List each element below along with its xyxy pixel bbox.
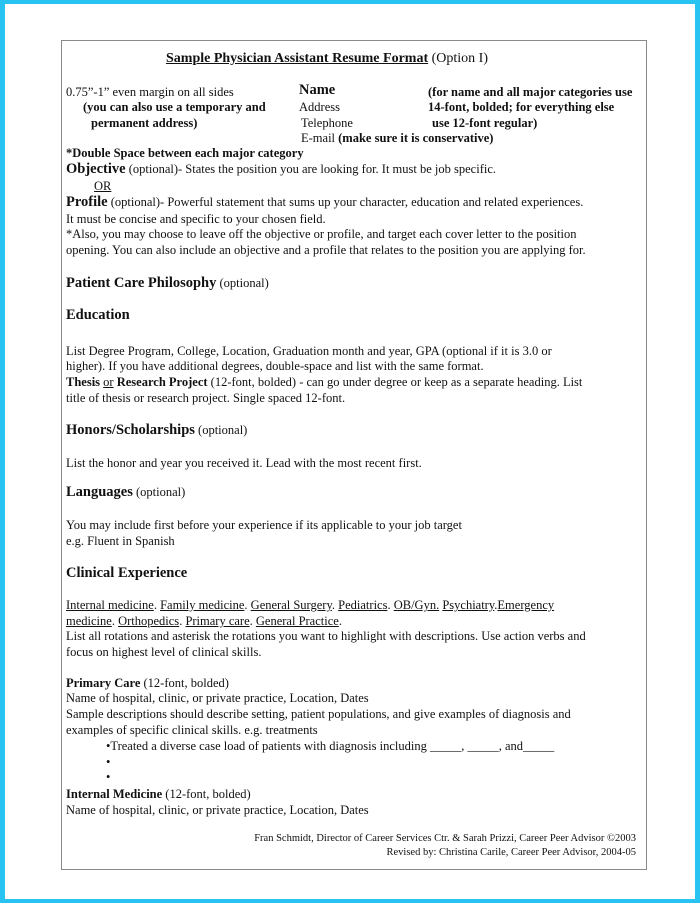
font-note-line3: use 12-font regular) [432, 116, 538, 130]
or-label: OR [94, 179, 112, 193]
thesis-label: Thesis [66, 375, 101, 389]
patient-care-line [66, 275, 269, 291]
languages-line [66, 484, 185, 500]
thesis-text: (12-font, bolded) - can go under degree or keep as a separate heading. List [207, 375, 583, 389]
patient-care-suffix: (optional) [216, 276, 269, 290]
bullet-item: • [106, 755, 111, 769]
double-space-note: *Double Space between each major category [66, 146, 304, 160]
objective-text: (optional)- States the position you are looking for. It must be job specific. [125, 162, 497, 176]
languages-line1: You may include first before your experience if its applicable to your job target [66, 518, 462, 532]
header-name: Name [299, 82, 336, 98]
education-heading: Education [66, 307, 130, 323]
rotations-line2: medicine. Orthopedics. Primary care. General Practice. [66, 614, 342, 628]
honors-text: List the honor and year you received it. Lead with the most recent first. [66, 456, 422, 470]
languages-heading: Languages [66, 484, 133, 500]
profile-text2: It must be concise and specific to your chosen field. [66, 212, 326, 226]
clinical-line3: List all rotations and asterisk the rotations you want to highlight with descriptions. Use action verbs and [66, 629, 586, 643]
primary-care-line2: Sample descriptions should describe setting, patient populations, and give examples of diagnosis and [66, 707, 571, 721]
objective-line [66, 161, 496, 177]
header-email: E-mail [301, 131, 336, 145]
header-address: Address [299, 100, 340, 114]
bullet-item: •Treated a diverse case load of patients with diagnosis including _____, _____, and_____ [106, 739, 555, 753]
thesis-or: or [103, 375, 114, 389]
title-option: (Option I) [428, 51, 489, 66]
clinical-heading: Clinical Experience [66, 565, 188, 581]
rotation-item: General Practice [255, 614, 339, 628]
rotation-item: Pediatrics [338, 598, 388, 612]
rotations-line1: Internal medicine. Family medicine. General Surgery. Pediatrics. OB/Gyn. Psychiatry.Emergency [66, 598, 555, 612]
header-telephone: Telephone [301, 116, 353, 130]
profile-heading: Profile [66, 194, 108, 210]
honors-heading: Honors/Scholarships [66, 422, 195, 438]
rotation-item: Psychiatry [442, 598, 495, 612]
rotation-item: Family medicine [160, 598, 245, 612]
font-note-line1: (for name and all major categories use [428, 85, 633, 99]
education-line1: List Degree Program, College, Location, Graduation month and year, GPA (optional if it is 3.0 or [66, 344, 552, 358]
document-title: Sample Physician Assistant Resume Format [166, 51, 429, 66]
education-thesis-line [66, 374, 582, 390]
footer-line2: Revised by: Christina Carile, Career Peer Advisor, 2004-05 [386, 847, 636, 858]
margin-note-line3: permanent address) [91, 116, 198, 130]
internal-medicine-line1: Name of hospital, clinic, or private practice, Location, Dates [66, 803, 369, 817]
primary-care-suffix: (12-font, bolded) [140, 676, 229, 690]
document-page [5, 4, 695, 899]
primary-care-heading: Primary Care [66, 676, 141, 690]
languages-line2: e.g. Fluent in Spanish [66, 534, 175, 548]
rotation-item: Primary care [185, 614, 250, 628]
rotation-item-emergency: Emergency [497, 598, 555, 612]
header-email-note: (make sure it is conservative) [335, 131, 494, 145]
rotation-item: Internal medicine [66, 598, 154, 612]
education-line4: title of thesis or research project. Single spaced 12-font. [66, 391, 346, 405]
objective-heading: Objective [66, 161, 126, 177]
margin-note-line2: (you can also use a temporary and [83, 100, 266, 114]
honors-suffix: (optional) [194, 423, 248, 437]
education-line2: higher). If you have additional degrees, double-space and list with the same format. [66, 359, 484, 373]
profile-text4: opening. You can also include an objective and a profile that relates to the position you are applying for. [66, 243, 586, 257]
internal-medicine-line [66, 786, 251, 802]
rotation-item: General Surgery [250, 598, 332, 612]
profile-line [66, 194, 583, 210]
patient-care-heading: Patient Care Philosophy [66, 275, 217, 291]
footer-line1: Fran Schmidt, Director of Career Services Ctr. & Sarah Prizzi, Career Peer Advisor ©2003 [254, 833, 636, 844]
rotation-item: Orthopedics [118, 614, 180, 628]
honors-line [66, 422, 247, 438]
bullet-item: • [106, 770, 111, 784]
clinical-line4: focus on highest level of clinical skills. [66, 645, 262, 659]
profile-text1: (optional)- Powerful statement that sums up your character, education and related experiences. [107, 195, 584, 209]
document-title-line [166, 51, 488, 67]
primary-care-line [66, 675, 229, 691]
rotation-item: OB/Gyn. [393, 598, 440, 612]
internal-medicine-heading: Internal Medicine [66, 787, 163, 801]
research-label: Research Project [113, 375, 208, 389]
profile-text3: *Also, you may choose to leave off the objective or profile, and target each cover letter to the position [66, 227, 577, 241]
margin-note-line1: 0.75”-1” even margin on all sides [66, 85, 234, 99]
languages-suffix: (optional) [132, 485, 186, 499]
font-note-line2: 14-font, bolded; for everything else [428, 100, 615, 114]
rotation-item-medicine: medicine [66, 614, 112, 628]
primary-care-line1: Name of hospital, clinic, or private practice, Location, Dates [66, 691, 369, 705]
internal-medicine-suffix: (12-font, bolded) [162, 787, 251, 801]
header-email-line [301, 130, 493, 146]
primary-care-line3: examples of specific clinical skills. e.g. treatments [66, 723, 318, 737]
